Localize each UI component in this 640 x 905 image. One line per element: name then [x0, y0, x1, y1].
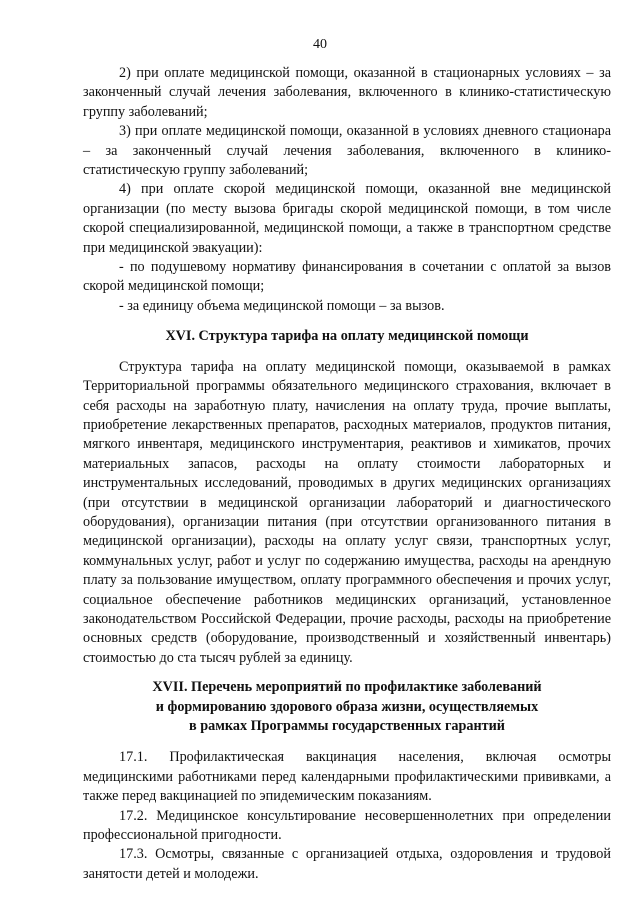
section-17-heading-line-3: в рамках Программы государственных гарантий — [189, 718, 505, 734]
paragraph-item-2: 2) при оплате медицинской помощи, оказанной в стационарных условиях – за законченный случай лечения заболевания, включенного в клинико-статистическую группу заболеваний; — [83, 65, 611, 120]
paragraph-item-4: 4) при оплате скорой медицинской помощи, оказанной вне медицинской организации (по месту вызова бригады скорой медицинской помощи, в том числе скорой специализированной, медицинской помощи, а также в транспортном средстве при медицинской эвакуации): — [83, 181, 611, 256]
paragraph-item-3: 3) при оплате медицинской помощи, оказанной в условиях дневного стационара – за законченный случай лечения заболевания, включенного в клинико-статистическую группу заболеваний; — [83, 123, 611, 179]
paragraph-subitem-per-capita: - по подушевому нормативу финансирования в сочетании с оплатой за вызов скорой медицинской помощи; — [83, 259, 611, 295]
section-17-heading-line-1: XVII. Перечень мероприятий по профилактике заболеваний — [152, 679, 542, 696]
section-16-paragraph: Структура тарифа на оплату медицинской помощи, оказываемой в рамках Территориальной программы обязательного медицинского страхования, включает в себя расходы на заработную плату, начисления на оплату труда, прочие выплаты, приобретение лекарственных препаратов, расходных материалов, продуктов питания, мягкого инвентаря, медицинского инструментария, реактивов и химикатов, прочих материальных запасов, расходы на оплату стоимости лабораторных и инструментальных исследований, проводимых в других медицинских организациях (при отсутствии в медицинской организации лабораторий и диагностического оборудования), организации питания (при отсутствии организованного питания в медицинской организации), расходы на оплату услуг связи, транспортных услуг, коммунальных услуг, работ и услуг по содержанию имущества, расходы на арендную плату за пользование имуществом, оплату программного обеспечения и прочих услуг, социальное обеспечение работников медицинских организаций, установленное законодательством Российской Федерации, прочие расходы, расходы на приобретение основных средств (оборудование, производственный и хозяйственный инвентарь) стоимостью до ста тысяч рублей за единицу. — [83, 358, 611, 666]
paragraph-17-3: 17.3. Осмотры, связанные с организацией отдыха, оздоровления и трудовой занятости детей и молодежи. — [83, 846, 611, 882]
paragraph-17-1: 17.1. Профилактическая вакцинация населения, включая осмотры медицинскими работниками перед календарными профилактическими прививками, а также перед вакцинацией по эпидемическим показаниям. — [83, 749, 611, 805]
paragraph-17-2: 17.2. Медицинское консультирование несовершеннолетних при определении профессиональной пригодности. — [83, 807, 611, 844]
paragraph-subitem-per-unit: - за единицу объема медицинской помощи – за вызов. — [119, 297, 445, 314]
section-16-heading: XVI. Структура тарифа на оплату медицинской помощи — [165, 328, 529, 345]
section-17-heading-line-2: и формированию здорового образа жизни, осуществляемых — [155, 698, 539, 715]
document-body — [83, 64, 611, 884]
page-number: 40 — [313, 37, 327, 52]
